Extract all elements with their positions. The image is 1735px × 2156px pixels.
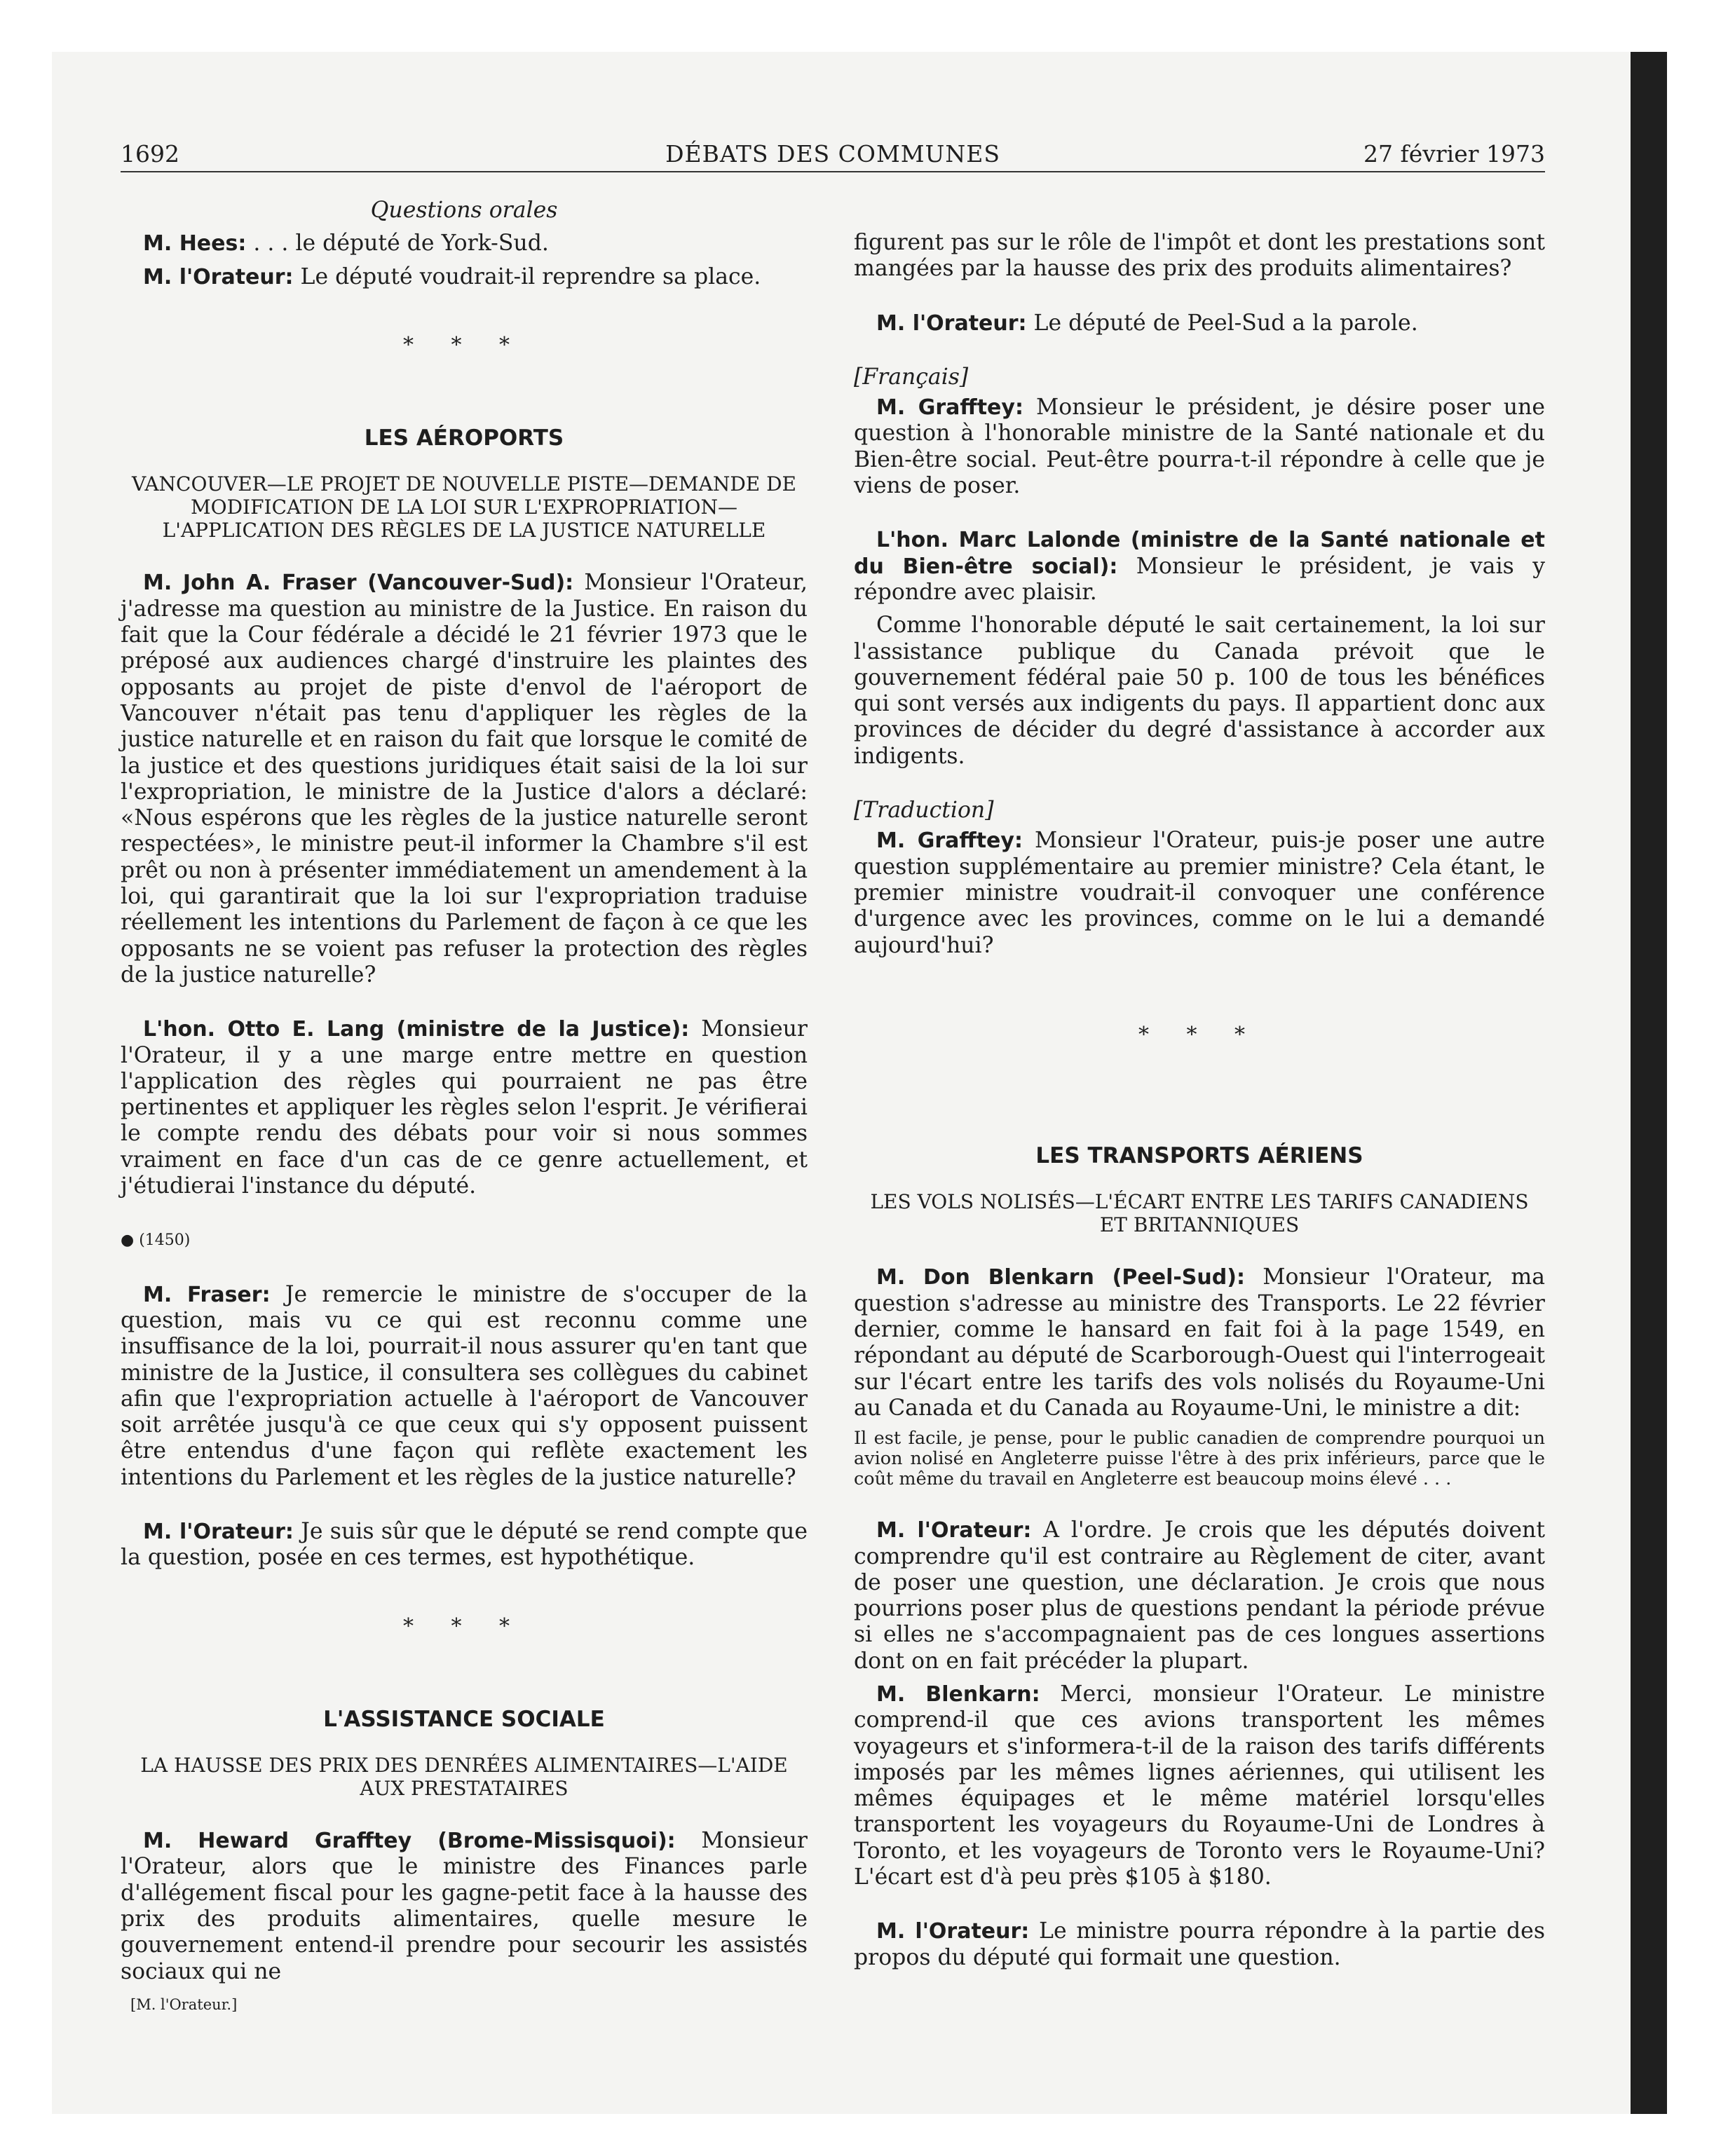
speaker: M. l'Orateur: xyxy=(876,1518,1032,1543)
speech-text: Le député de Peel-Sud a la parole. xyxy=(1026,310,1418,336)
paragraph xyxy=(121,1828,808,1985)
language-marker: [Français] xyxy=(854,364,969,390)
speech-text: Monsieur le président, je vais y répondre avec plaisir. xyxy=(854,553,1546,605)
scan-edge-bar xyxy=(1631,52,1667,2114)
speaker: M. John A. Fraser (Vancouver-Sud): xyxy=(143,571,574,596)
speech-text: . . . le député de York-Sud. xyxy=(246,231,549,257)
section-subtitle: LA HAUSSE DES PRIX DES DENRÉES ALIMENTAIRES—L'AIDE AUX PRESTATAIRES xyxy=(140,1754,788,1801)
speech-text: Le député voudrait-il reprendre sa place. xyxy=(293,264,761,289)
speech-text: Merci, monsieur l'Orateur. Le ministre comprend-il que ces avions transportent les mêmes voyageurs et s'informera-t-il de la raison des tarifs différents imposés par les mêmes lignes aériennes, qui utilisent les mêmes équipages et le même matériel lorsqu'elles transportent les voyageurs du Royaume-Uni de Londres à Toronto, et les voyageurs de Toronto vers le Royaume-Uni? L'écart est d'à peu près $105 à $180. xyxy=(854,1681,1545,1890)
paragraph: figurent pas sur le rôle de l'impôt et dont les prestations sont mangées par la hausse des prix des produits alimentaires? xyxy=(854,230,1545,282)
paragraph xyxy=(121,570,808,988)
paragraph xyxy=(854,527,1545,606)
paragraph: Comme l'honorable député le sait certainement, la loi sur l'assistance publique du Canada prévoit que le gouvernement fédéral paie 50 p. 100 de tous les bénéfices qui sont versés aux indigents du pays. Il appartient donc aux provinces de décider du degré d'assistance à accorder aux indigents. xyxy=(854,613,1545,769)
paragraph xyxy=(854,828,1545,958)
page-number: 1692 xyxy=(121,140,179,168)
speaker: M. l'Orateur: xyxy=(143,264,294,289)
speaker: L'hon. Otto E. Lang (ministre de la Justice): xyxy=(143,1017,690,1042)
page-date: 27 février 1973 xyxy=(1363,140,1545,168)
paragraph xyxy=(854,1264,1545,1421)
paragraph xyxy=(854,1918,1545,1971)
paragraph xyxy=(121,264,808,290)
speech-text: A l'ordre. Je crois que les députés doivent comprendre qu'il est contraire au Règlement de citer, avant de poser une question, une déclaration. Je crois que nous pourrions poser plus de questions pendant la période prévue si elles ne s'accompagnaient pas de ces longues assertions dont on en fait précéder la plupart. xyxy=(854,1517,1545,1674)
speech-text: Monsieur l'Orateur, puis-je poser une autre question supplémentaire au premier ministre? Cela étant, le premier ministre voudrait-il convoquer une conférence d'urgence avec les provinces, comme on le lui a demandé aujourd'hui? xyxy=(854,828,1545,958)
time-marker: ● (1450) xyxy=(121,1231,191,1250)
page-header xyxy=(121,140,1545,172)
paragraph xyxy=(121,1519,808,1571)
speaker: M. l'Orateur: xyxy=(143,1519,294,1544)
speaker: M. Grafftey: xyxy=(876,828,1023,854)
paragraph xyxy=(121,231,808,257)
language-marker: [Traduction] xyxy=(854,798,994,824)
speaker: M. l'Orateur: xyxy=(876,1919,1030,1944)
speech-text: Monsieur l'Orateur, ma question s'adresse au ministre des Transports. Le 22 février dernier, comme le hansard en fait foi à la page 1549, en répondant au député de Scarborough-Ouest qui l'interrogeait sur l'écart entre les tarifs des vols nolisés du Royaume-Uni au Canada et du Canada au Royaume-Uni, le ministre a dit: xyxy=(854,1264,1545,1421)
page-footnote: [M. l'Orateur.] xyxy=(130,1995,238,2013)
speaker: M. Fraser: xyxy=(143,1282,271,1307)
speaker: M. Blenkarn: xyxy=(876,1681,1040,1707)
running-head: Questions orales xyxy=(370,198,558,223)
paragraph xyxy=(854,395,1545,499)
speaker: M. Grafftey: xyxy=(876,395,1023,421)
speech-text: Monsieur l'Orateur, j'adresse ma question au ministre de la Justice. En raison du fait que la Cour fédérale a décidé le 21 février 1973 que le préposé aux audiences chargé d'instruire les plaintes des opposants au projet de piste d'envol de l'aéroport de Vancouver n'était pas tenu d'appliquer les règles de la justice naturelle et en raison du fait que lorsque le comité de la justice et des questions juridiques était saisi de la loi sur l'expropriation, le ministre de la Justice d'alors a déclaré: «Nous espérons que les règles de la justice naturelle seront respectées», le ministre peut-il informer la Chambre s'il est prêt ou non à présenter immédiatement un amendement à la loi, qui garantirait que la loi sur l'expropriation traduise réellement les intentions du Parlement de façon à ce que les opposants ne se voient pas refuser la protection des règles de la justice naturelle? xyxy=(121,570,808,988)
speaker: M. Hees: xyxy=(143,231,247,257)
speaker: M. l'Orateur: xyxy=(876,311,1027,336)
section-title: LES TRANSPORTS AÉRIENS xyxy=(1035,1143,1363,1169)
speech-text: Je suis sûr que le député se rend compte que la question, posée en ces termes, est hypothétique. xyxy=(121,1518,808,1571)
speaker: M. Don Blenkarn (Peel-Sud): xyxy=(876,1265,1245,1290)
speech-text: Monsieur le président, je désire poser une question à l'honorable ministre de la Santé nationale et du Bien-être social. Peut-être pourra-t-il répondre à celle que je viens de poser. xyxy=(854,395,1545,499)
speech-text: Je remercie le ministre de s'occuper de la question, mais vu ce qui est reconnu comme une insuffisance de la loi, pourrait-il nous assurer qu'en tant que ministre de la Justice, il consultera ses collègues du cabinet afin que l'expropriation actuelle à l'aéroport de Vancouver soit arrêtée jusqu'à ce que ceux qui s'y opposent puissent être entendus d'une façon qui reflète exactement les intentions du Parlement et les règles de la justice naturelle? xyxy=(121,1281,808,1490)
right-column xyxy=(854,198,1545,1999)
section-subtitle: LES VOLS NOLISÉS—L'ÉCART ENTRE LES TARIFS CANADIENS ET BRITANNIQUES xyxy=(870,1190,1529,1237)
publication-title: DÉBATS DES COMMUNES xyxy=(665,140,1000,168)
section-separator: * * * xyxy=(402,332,526,357)
speech-text: Monsieur l'Orateur, il y a une marge entre mettre en question l'application des règles qui pourraient ne pas être pertinentes et appliquer les règles selon l'esprit. Je vérifierai le compte rendu des débats pour voir si nous sommes vraiment en face d'un cas de ce genre actuellement, et j'étudierai l'instance du député. xyxy=(121,1016,808,1199)
left-column xyxy=(121,198,808,2018)
section-title: LES AÉROPORTS xyxy=(364,425,564,451)
section-subtitle: VANCOUVER—LE PROJET DE NOUVELLE PISTE—DEMANDE DE MODIFICATION DE LA LOI SUR L'EXPROPRIATION—L'APPLICATION DES RÈGLES DE LA JUSTICE NATURELLE xyxy=(132,472,796,543)
section-separator: * * * xyxy=(1138,1022,1261,1047)
block-quote: Il est facile, je pense, pour le public canadien de comprendre pourquoi un avion nolisé en Angleterre puisse l'être à des prix inférieurs, parce que le coût même du travail en Angleterre est beaucoup moins élevé . . . xyxy=(854,1428,1545,1490)
section-title: L'ASSISTANCE SOCIALE xyxy=(323,1706,605,1732)
paragraph xyxy=(854,1681,1545,1890)
paragraph xyxy=(854,1517,1545,1674)
speech-text: Monsieur l'Orateur, alors que le ministre des Finances parle d'allégement fiscal pour les gagne-petit face à la hausse des prix des produits alimentaires, quelle mesure le gouvernement entend-il prendre pour secourir les assistés sociaux qui ne xyxy=(121,1828,808,1984)
paragraph xyxy=(121,1016,808,1199)
speaker: M. Heward Grafftey (Brome-Missisquoi): xyxy=(143,1829,676,1854)
speaker: L'hon. Marc Lalonde (ministre de la Santé nationale et du Bien-être social): xyxy=(854,528,1545,579)
paragraph xyxy=(121,1282,808,1491)
speech-text: Le ministre pourra répondre à la partie des propos du député qui formait une question. xyxy=(854,1918,1545,1970)
paragraph xyxy=(854,311,1545,336)
section-separator: * * * xyxy=(402,1613,526,1639)
